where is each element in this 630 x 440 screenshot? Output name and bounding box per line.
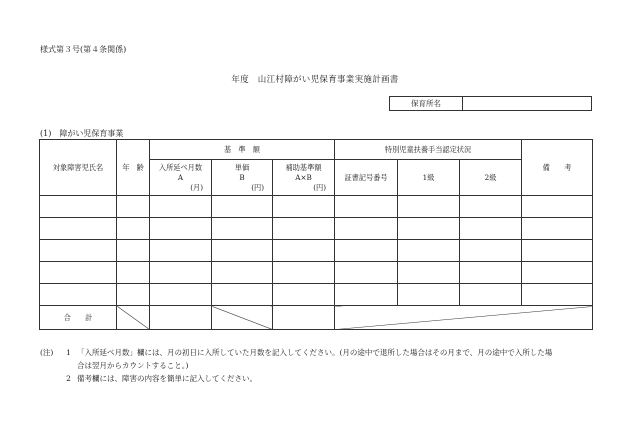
table-cell[interactable] [460, 218, 522, 240]
table-cell[interactable] [522, 240, 593, 262]
table-cell[interactable] [522, 196, 593, 218]
header-unit-price-line1: 単価 [234, 162, 250, 172]
header-months-line1: 入所延べ月数 [158, 162, 203, 172]
header-unit-price [212, 160, 273, 196]
table-cell[interactable] [522, 218, 593, 240]
table-cell[interactable] [212, 284, 273, 306]
plan-table [39, 139, 593, 330]
note-1 [40, 346, 610, 359]
header-subsidy-line2: A×B [295, 172, 312, 182]
note-text-cont: 合は翌月からカウントすること。) [77, 361, 189, 370]
total-subsidy[interactable] [273, 306, 335, 330]
table-cell[interactable] [212, 240, 273, 262]
header-allowance-status: 特別児童扶養手当認定状況 [335, 140, 522, 160]
table-cell[interactable] [273, 196, 335, 218]
total-months[interactable] [150, 306, 212, 330]
table-cell[interactable] [212, 262, 273, 284]
table-cell[interactable] [460, 240, 522, 262]
notes [40, 346, 610, 385]
table-cell[interactable] [335, 284, 398, 306]
total-allowance-diagonal [335, 306, 593, 330]
table-cell[interactable] [460, 262, 522, 284]
table-cell[interactable] [40, 262, 117, 284]
table-cell[interactable] [150, 262, 212, 284]
table-cell[interactable] [398, 218, 460, 240]
table-cell[interactable] [335, 196, 398, 218]
table-cell[interactable] [522, 262, 593, 284]
header-grade2: 2級 [460, 160, 522, 196]
table-cell[interactable] [117, 262, 150, 284]
table-cell[interactable] [335, 240, 398, 262]
table-cell[interactable] [40, 284, 117, 306]
table-cell[interactable] [398, 240, 460, 262]
table-cell[interactable] [40, 218, 117, 240]
facility-name-box [389, 96, 592, 111]
table-cell[interactable] [117, 218, 150, 240]
table-cell[interactable] [150, 240, 212, 262]
total-unit-price-diagonal [212, 306, 273, 330]
table-cell[interactable] [522, 284, 593, 306]
table-cell[interactable] [40, 240, 117, 262]
header-months [150, 160, 212, 196]
form-number: 様式第３号(第４条関係) [40, 45, 127, 54]
table-cell[interactable] [398, 196, 460, 218]
table-cell[interactable] [40, 196, 117, 218]
notes-prefix: (注) [40, 348, 54, 357]
data-rows [40, 196, 593, 306]
table-cell[interactable] [335, 262, 398, 284]
header-subsidy [273, 160, 335, 196]
table-cell[interactable] [117, 240, 150, 262]
table-row [40, 218, 593, 240]
table-cell[interactable] [212, 218, 273, 240]
table-cell[interactable] [273, 240, 335, 262]
table-cell[interactable] [273, 284, 335, 306]
table-cell[interactable] [335, 218, 398, 240]
table-cell[interactable] [398, 262, 460, 284]
table-cell[interactable] [117, 196, 150, 218]
table-cell[interactable] [273, 218, 335, 240]
header-cert-number: 証書記号番号 [335, 160, 398, 196]
table-cell[interactable] [150, 284, 212, 306]
facility-name-field[interactable] [463, 97, 591, 110]
table-row [40, 196, 593, 218]
header-months-unit: (月) [190, 182, 203, 192]
note-number: 2 [66, 374, 71, 383]
table-cell[interactable] [460, 196, 522, 218]
table-cell[interactable] [150, 196, 212, 218]
table-row [40, 262, 593, 284]
header-months-line2: A [177, 172, 184, 182]
facility-name-label: 保育所名 [390, 97, 463, 110]
table-row [40, 284, 593, 306]
page-title: 年度 山江村障がい児保育事業実施計画書 [231, 75, 399, 85]
table-cell[interactable] [460, 284, 522, 306]
note-number: 1 [66, 348, 71, 357]
table-cell[interactable] [398, 284, 460, 306]
total-age-diagonal [117, 306, 150, 330]
note-2 [40, 372, 610, 385]
table-row [40, 240, 593, 262]
table-cell[interactable] [150, 218, 212, 240]
header-remarks: 備 考 [522, 140, 593, 196]
header-grade1: 1級 [398, 160, 460, 196]
header-standard-amount: 基 準 額 [150, 140, 335, 160]
header-unit-price-unit: (円) [251, 182, 264, 192]
note-1-continued [40, 359, 610, 372]
note-text: 備考欄には、障害の内容を簡単に記入してください。 [77, 374, 257, 383]
section-title: (1) 障がい児保育事業 [40, 129, 124, 138]
table-cell[interactable] [117, 284, 150, 306]
header-subsidy-unit: (円) [313, 182, 327, 192]
table-cell[interactable] [212, 196, 273, 218]
note-text: 「入所延べ月数」欄には、月の初日に入所していた月数を記入してください。(月の途中で退所した場合はその月まで、月の途中で入所した場 [77, 348, 553, 357]
header-child-name: 対象障害児氏名 [40, 140, 117, 196]
total-label: 合 計 [40, 306, 117, 330]
header-age: 年 齢 [117, 140, 150, 196]
header-unit-price-line2: B [239, 172, 245, 182]
table-cell[interactable] [273, 262, 335, 284]
header-subsidy-line1: 補助基準額 [285, 162, 322, 172]
